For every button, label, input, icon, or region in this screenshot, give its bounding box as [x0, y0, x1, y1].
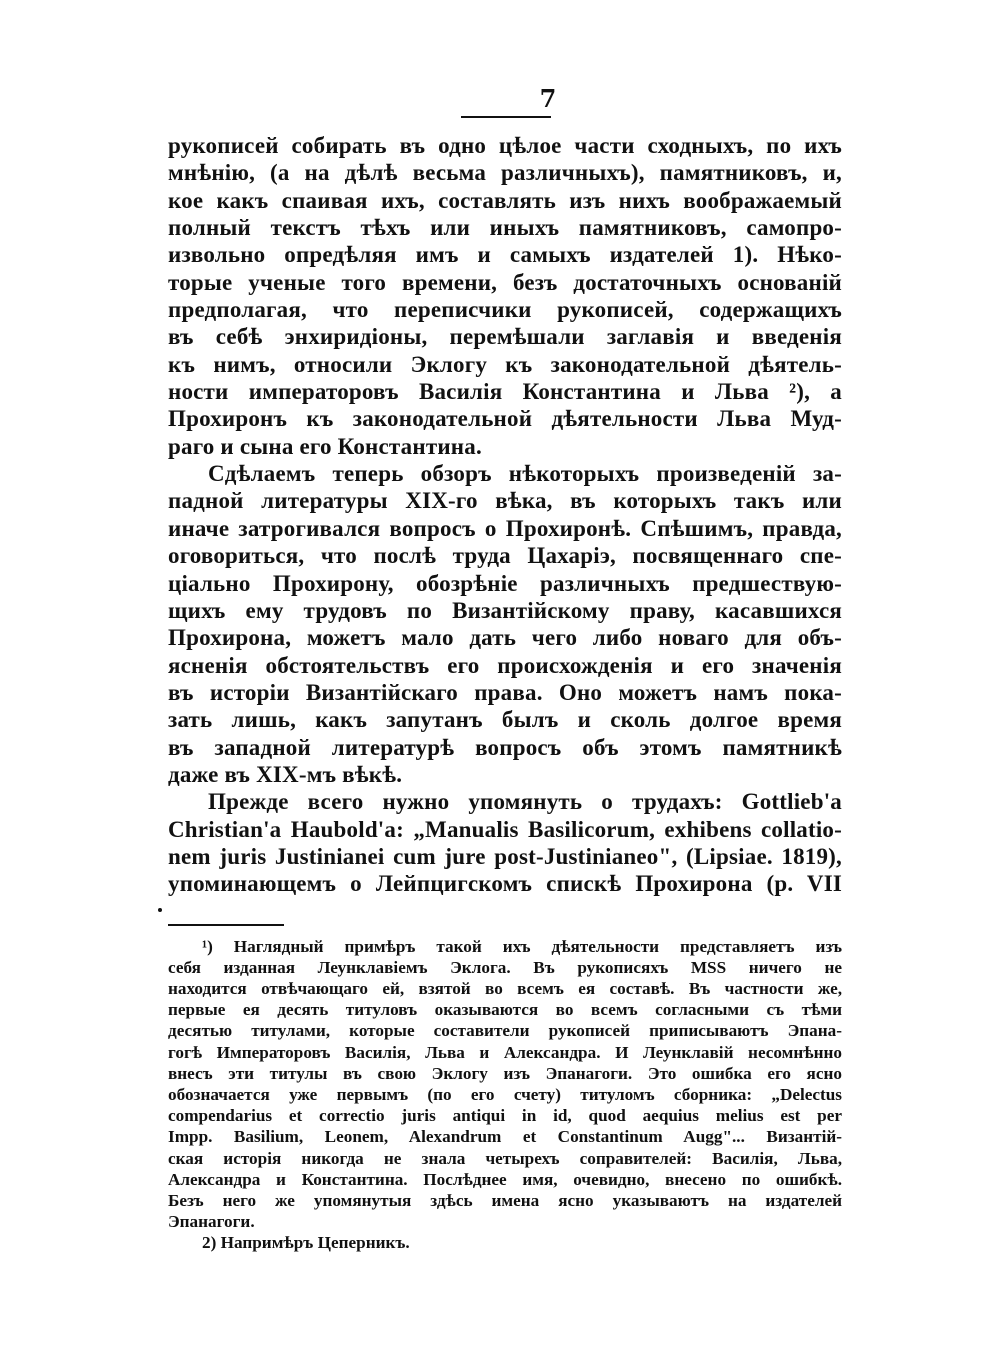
- text-line: Сдѣлаемъ теперь обзоръ нѣкоторыхъ произведеній за-: [208, 461, 842, 487]
- text-line: Прохиронъ къ законодательной дѣятельности Льва Муд-: [168, 406, 842, 432]
- footnote-line: compendarius et correctio juris antiqui in id, quod aequius melius est per: [168, 1106, 842, 1126]
- text-line: упоминающемъ о Лейпцигскомъ спискѣ Прохирона (p. VII: [168, 871, 842, 897]
- text-line: зать лишь, какъ запутанъ былъ и сколь долгое время: [168, 707, 842, 733]
- main-text: [168, 132, 842, 898]
- text-line: nem juris Justinianei cum jure post-Justinianeo", (Lipsiae. 1819),: [168, 843, 842, 869]
- margin-mark: [158, 908, 162, 912]
- text-line: падной литературы XIX-го вѣка, въ которыхъ такъ или: [168, 488, 842, 514]
- text-line: оговориться, что послѣ труда Цахаріэ, посвященнаго спе-: [168, 543, 842, 569]
- text-line: въ исторіи Византійскаго права. Оно можетъ намъ пока-: [168, 679, 842, 705]
- text-line: предполагая, что переписчики рукописей, содержащихъ: [168, 297, 842, 323]
- footnote-line: Эпанагоги.: [168, 1212, 255, 1232]
- footnote-line: Impp. Basilium, Leonem, Alexandrum et Constantinum Augg"... Византій-: [168, 1127, 842, 1147]
- text-line: къ нимъ, относили Эклогу къ законодательной дѣятель-: [168, 351, 842, 377]
- footnote-line: 2) Напримѣръ Цеперникъ.: [202, 1233, 410, 1253]
- text-line: Прежде всего нужно упомянуть о трудахъ: Gottlieb'a: [208, 789, 842, 815]
- page-number-rule: [461, 116, 551, 118]
- footnote-line: десятью титулами, которые составители рукописей приписываютъ Эпана-: [168, 1021, 842, 1041]
- footnote-line: Александра и Константина. Послѣднее имя, очевидно, внесено по ошибкѣ.: [168, 1169, 842, 1189]
- footnote-line: находится отвѣчающаго ей, взятой во всемъ ея составѣ. Въ частности же,: [168, 979, 842, 999]
- footnote-line: обозначается уже первымъ (по его счету) титуломъ сборника: „Delectus: [168, 1085, 842, 1105]
- text-line: ціально Прохирону, обозрѣніе различныхъ предшествую-: [168, 570, 842, 596]
- text-line: даже въ XIX-мъ вѣкѣ.: [168, 761, 403, 787]
- footnote-line: себя изданная Леунклавіемъ Эклога. Въ рукописяхъ MSS ничего не: [168, 957, 842, 977]
- text-line: въ себѣ энхиридіоны, перемѣшали заглавія и введенія: [168, 324, 842, 350]
- text-line: извольно опредѣляя имъ и самыхъ издателей 1). Нѣко-: [168, 242, 842, 268]
- text-line: торые ученые того времени, безъ достаточныхъ основаній: [168, 269, 842, 295]
- text-line: кое какъ спаивая ихъ, составлять изъ нихъ воображаемый: [168, 187, 842, 213]
- book-page: [168, 84, 842, 1254]
- text-line: ясненія обстоятельствъ его происхожденія и его значенія: [168, 652, 842, 678]
- footnote-divider: [168, 924, 284, 926]
- text-line: рукописей собирать въ одно цѣлое части сходныхъ, по ихъ: [168, 133, 842, 158]
- text-line: иначе затрогивался вопросъ о Прохиронѣ. Спѣшимъ, правда,: [168, 515, 842, 541]
- footnote-line: гогѣ Императоровъ Василія, Льва и Александра. И Леунклавій несомнѣнно: [168, 1042, 842, 1062]
- text-line: щихъ ему трудовъ по Византійскому праву, касавшихся: [168, 597, 842, 623]
- footnotes: [168, 936, 842, 1254]
- text-line: раго и сына его Константина.: [168, 433, 482, 459]
- footnote-line: ская исторія никогда не знала четырехъ соправителей: Василія, Льва,: [168, 1148, 842, 1168]
- text-line: полный текстъ тѣхъ или иныхъ памятниковъ, самопро-: [168, 215, 842, 241]
- page-number: 7: [539, 84, 557, 113]
- text-line: въ западной литературѣ вопросъ объ этомъ памятникѣ: [168, 734, 842, 760]
- footnote-line: ¹) Наглядный примѣръ такой ихъ дѣятельности представляетъ изъ: [202, 936, 842, 956]
- text-line: Christian'a Haubold'a: „Manualis Basilicorum, exhibens collatio-: [168, 816, 842, 842]
- footnote-line: внесъ эти титулы въ свою Эклогу изъ Эпанагоги. Это ошибка его ясно: [168, 1063, 842, 1083]
- text-line: ности императоровъ Василія Константина и Льва ²), а: [168, 379, 842, 405]
- footnote-line: первые ея десять титуловъ оказываются во всемъ согласными съ тѣми: [168, 1000, 842, 1020]
- text-line: Прохирона, можетъ мало дать чего либо новаго для объ-: [168, 625, 842, 651]
- text-line: мнѣнію, (а на дѣлѣ весьма различныхъ), памятниковъ, и,: [168, 160, 842, 186]
- footnote-line: Безъ него же упомянутыя здѣсь имена ясно указываютъ на издателей: [168, 1191, 842, 1211]
